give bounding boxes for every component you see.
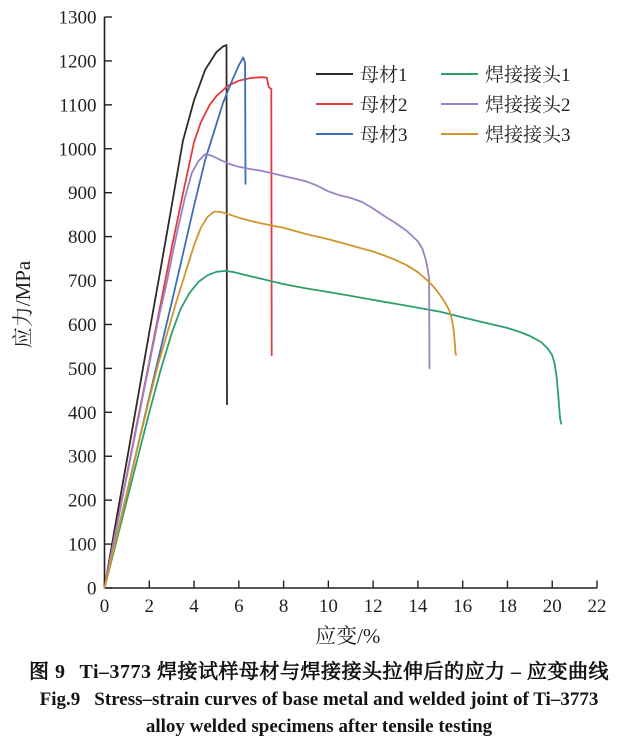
legend-label-base-metal-2: 母材2 bbox=[360, 95, 408, 116]
legend-label-welded-joint-2: 焊接接头2 bbox=[485, 95, 571, 116]
x-tick-label: 10 bbox=[318, 596, 338, 617]
y-tick-label: 800 bbox=[68, 227, 97, 249]
y-tick-label: 0 bbox=[87, 578, 97, 600]
curve-base-metal-2 bbox=[105, 77, 272, 588]
y-tick-label: 300 bbox=[68, 446, 97, 468]
y-tick-label: 100 bbox=[68, 534, 97, 556]
x-tick-label: 6 bbox=[234, 596, 244, 617]
caption-english-line2 bbox=[0, 713, 638, 740]
x-axis bbox=[100, 581, 607, 618]
legend bbox=[316, 64, 571, 146]
caption-english-line1 bbox=[0, 686, 638, 713]
curve-welded-joint-3 bbox=[105, 212, 457, 588]
x-tick-label: 0 bbox=[99, 596, 110, 617]
y-tick-label: 700 bbox=[68, 271, 97, 293]
y-tick-label: 900 bbox=[68, 183, 97, 205]
x-tick-label: 12 bbox=[363, 596, 383, 617]
figure-caption bbox=[0, 658, 638, 740]
x-tick-label: 20 bbox=[542, 596, 562, 617]
y-axis-title: 应力/MPa bbox=[11, 260, 35, 349]
caption-en-text1: Stress–strain curves of base metal and welded joint of Ti–3773 bbox=[94, 689, 599, 710]
x-tick-label: 8 bbox=[278, 596, 289, 617]
y-tick-label: 1200 bbox=[58, 51, 97, 73]
x-axis-title: 应变/% bbox=[315, 624, 381, 648]
y-tick-label: 400 bbox=[68, 402, 97, 424]
legend-label-welded-joint-3: 焊接接头3 bbox=[485, 125, 571, 146]
legend-item-base-metal-2 bbox=[316, 94, 408, 116]
caption-cn-number: 图 9 bbox=[28, 661, 66, 683]
curve-welded-joint-1 bbox=[105, 271, 562, 588]
x-tick-label: 14 bbox=[408, 596, 428, 617]
x-tick-label: 22 bbox=[587, 596, 607, 617]
y-tick-label: 1300 bbox=[58, 7, 97, 29]
caption-en-number: Fig.9 bbox=[39, 689, 81, 710]
x-tick-label: 16 bbox=[453, 596, 473, 617]
legend-label-base-metal-3: 母材3 bbox=[360, 125, 408, 146]
caption-chinese bbox=[0, 658, 638, 686]
caption-cn-text: Ti–3773 焊接试样母材与焊接接头拉伸后的应力 – 应变曲线 bbox=[79, 661, 610, 683]
y-tick-label: 1000 bbox=[58, 139, 97, 161]
legend-label-welded-joint-1: 焊接接头1 bbox=[485, 65, 571, 86]
y-tick-label: 1100 bbox=[59, 95, 97, 117]
legend-item-welded-joint-3 bbox=[441, 124, 571, 146]
caption-en-text2: alloy welded specimens after tensile testing bbox=[145, 716, 493, 737]
x-tick-label: 18 bbox=[497, 596, 517, 617]
y-tick-label: 600 bbox=[68, 314, 97, 336]
curve-welded-joint-2 bbox=[105, 154, 430, 588]
y-tick-label: 200 bbox=[68, 490, 97, 512]
legend-label-base-metal-1: 母材1 bbox=[360, 65, 408, 86]
y-tick-label: 500 bbox=[68, 358, 97, 380]
legend-item-welded-joint-1 bbox=[441, 64, 571, 86]
legend-item-base-metal-3 bbox=[316, 124, 408, 146]
legend-item-base-metal-1 bbox=[316, 64, 408, 86]
legend-item-welded-joint-2 bbox=[441, 94, 571, 116]
x-tick-label: 2 bbox=[144, 596, 155, 617]
x-tick-label: 4 bbox=[189, 596, 199, 617]
